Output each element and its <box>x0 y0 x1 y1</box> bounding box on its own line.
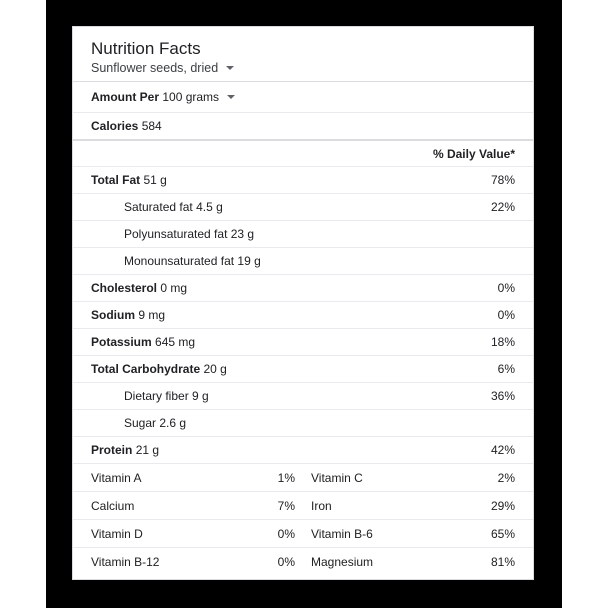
amount-value: 100 grams <box>162 90 220 104</box>
nutrient-row-saturated-fat <box>73 193 533 220</box>
serving-size-row[interactable] <box>73 81 533 112</box>
nutrient-label: Potassium <box>91 335 152 349</box>
nutrient-amount: 2.6 g <box>159 416 187 430</box>
nutrient-amount: 0 mg <box>160 281 188 295</box>
nutrient-amount: 645 mg <box>155 335 196 349</box>
calories-value: 584 <box>141 119 162 133</box>
nutrient-pct: 0% <box>497 308 515 322</box>
nutrient-pct: 22% <box>490 200 515 214</box>
vitamin-row <box>73 463 533 491</box>
chevron-down-icon <box>226 66 234 70</box>
nutrient-label: Cholesterol <box>91 281 158 295</box>
nutrient-label: Polyunsaturated fat <box>124 227 228 241</box>
nutrient-pct: 18% <box>490 335 515 349</box>
nutrient-amount: 21 g <box>135 443 160 457</box>
vitamin-label: Vitamin B-6 <box>311 526 373 541</box>
vitamin-label: Vitamin C <box>311 470 363 485</box>
nutrient-pct: 78% <box>490 173 515 187</box>
amount-label: Amount Per <box>91 90 160 104</box>
nutrient-label: Total Carbohydrate <box>91 362 201 376</box>
vitamin-label: Magnesium <box>311 554 374 569</box>
nutrient-label: Saturated fat <box>124 200 193 214</box>
nutrient-pct: 0% <box>497 281 515 295</box>
nutrient-label: Total Fat <box>91 173 141 187</box>
vitamin-label: Vitamin D <box>91 526 143 541</box>
vitamin-label: Vitamin A <box>91 470 142 485</box>
calories-row <box>73 112 533 139</box>
vitamin-row <box>73 491 533 519</box>
vitamin-pct: 2% <box>497 470 515 485</box>
vitamin-label: Calcium <box>91 498 135 513</box>
food-selector[interactable] <box>91 61 515 75</box>
vitamin-row <box>73 519 533 547</box>
nutrient-amount: 9 g <box>192 389 209 403</box>
nutrient-label: Monounsaturated fat <box>124 254 235 268</box>
nutrient-row-sugar <box>73 409 533 436</box>
nutrient-row-total-carbohydrate <box>73 355 533 382</box>
nutrient-row-sodium <box>73 301 533 328</box>
nutrient-label: Dietary fiber <box>124 389 189 403</box>
vitamin-label: Vitamin B-12 <box>91 554 160 569</box>
nutrient-row-polyunsaturated-fat <box>73 220 533 247</box>
vitamin-pct: 81% <box>490 554 515 569</box>
nutrient-amount: 20 g <box>203 362 227 376</box>
food-name: Sunflower seeds, dried <box>91 61 219 75</box>
nutrient-amount: 23 g <box>230 227 255 241</box>
vitamin-pct: 29% <box>490 498 515 513</box>
vitamin-pct: 65% <box>490 526 515 541</box>
daily-value-header-row <box>73 139 533 166</box>
nutrient-label: Sodium <box>91 308 135 322</box>
nutrient-pct: 6% <box>497 362 515 376</box>
vitamin-label: Iron <box>311 498 332 513</box>
nutrient-row-potassium <box>73 328 533 355</box>
nutrient-row-total-fat <box>73 166 533 193</box>
nutrient-amount: 19 g <box>237 254 261 268</box>
card-header <box>73 27 533 81</box>
vitamin-pct: 0% <box>277 526 295 541</box>
vitamin-pct: 7% <box>277 498 295 513</box>
nutrient-row-protein <box>73 436 533 463</box>
nutrient-amount: 51 g <box>143 173 167 187</box>
nutrient-label: Sugar <box>124 416 157 430</box>
nutrient-amount: 9 mg <box>138 308 166 322</box>
nutrient-pct: 42% <box>490 443 515 457</box>
nutrition-facts-card <box>72 26 534 580</box>
vitamin-pct: 1% <box>277 470 295 485</box>
nutrient-row-monounsaturated-fat <box>73 247 533 274</box>
daily-value-header: % Daily Value* <box>432 146 515 161</box>
vitamin-row <box>73 547 533 575</box>
nutrient-pct: 36% <box>490 389 515 403</box>
nutrient-label: Protein <box>91 443 133 457</box>
calories-label: Calories <box>91 119 139 133</box>
card-title: Nutrition Facts <box>91 39 201 58</box>
nutrient-row-dietary-fiber <box>73 382 533 409</box>
vitamin-pct: 0% <box>277 554 295 569</box>
chevron-down-icon <box>227 95 235 99</box>
nutrient-row-cholesterol <box>73 274 533 301</box>
nutrient-amount: 4.5 g <box>196 200 223 214</box>
